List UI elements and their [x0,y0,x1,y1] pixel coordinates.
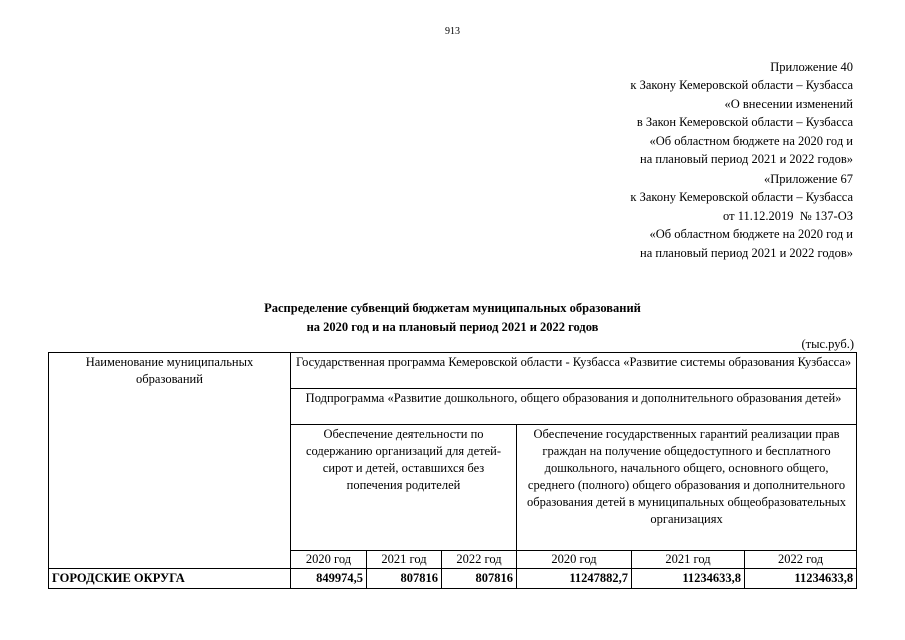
appendix-original-line: на плановый период 2021 и 2022 годов» [640,245,853,260]
row-name: ГОРОДСКИЕ ОКРУГА [49,569,291,589]
document-title-line: на 2020 год и на плановый период 2021 и 2022 годов [306,319,599,334]
row-value: 11247882,7 [517,569,632,589]
year-header: 2021 год [632,551,745,569]
table-row [49,569,857,589]
document-title [0,299,905,336]
subprogram-header: Подпрограмма «Развитие дошкольного, общего образования и дополнительного образования детей» [291,389,857,425]
page-number: 913 [445,26,460,37]
municipality-column-header: Наименование муниципальных образований [49,353,291,569]
row-value: 11234633,8 [632,569,745,589]
program-header: Государственная программа Кемеровской области - Кузбасса «Развитие системы образования Кузбасса» [291,353,857,389]
year-header: 2020 год [291,551,367,569]
appendix-header [630,58,853,168]
appendix-original-line: к Закону Кемеровской области – Кузбасса [630,190,853,205]
appendix-header-line: к Закону Кемеровской области – Кузбасса [630,78,853,93]
appendix-original-line: «Об областном бюджете на 2020 год и [649,227,853,242]
measure-guarantees-header: Обеспечение государственных гарантий реализации прав граждан на получение общедоступного и бесплатного дошкольного, начального общего, основного общего, среднего (полного) общего образования и дополнительного образования детей в муниципальных общеобразовательных организациях [517,425,857,551]
appendix-header-line: Приложение 40 [770,60,853,74]
year-header: 2020 год [517,551,632,569]
appendix-header-line: на плановый период 2021 и 2022 годов» [640,152,853,167]
year-header: 2021 год [367,551,442,569]
row-value: 11234633,8 [745,569,857,589]
row-value: 807816 [367,569,442,589]
appendix-header-line: «О внесении изменений [724,96,853,111]
measure-orphans-header: Обеспечение деятельности по содержанию организаций для детей-сирот и детей, оставшихся без попечения родителей [291,425,517,551]
year-header: 2022 год [442,551,517,569]
appendix-header-line: в Закон Кемеровской области – Кузбасса [636,115,853,130]
document-title-line: Распределение субвенций бюджетам муниципальных образований [264,301,641,315]
appendix-original [630,170,853,262]
subventions-table [48,352,857,589]
row-value: 849974,5 [291,569,367,589]
appendix-original-line: от 11.12.2019 № 137-ОЗ [723,208,853,223]
units-label: (тыс.руб.) [801,337,854,351]
row-value: 807816 [442,569,517,589]
year-header: 2022 год [745,551,857,569]
appendix-header-line: «Об областном бюджете на 2020 год и [649,133,853,148]
appendix-original-line: «Приложение 67 [764,172,853,186]
